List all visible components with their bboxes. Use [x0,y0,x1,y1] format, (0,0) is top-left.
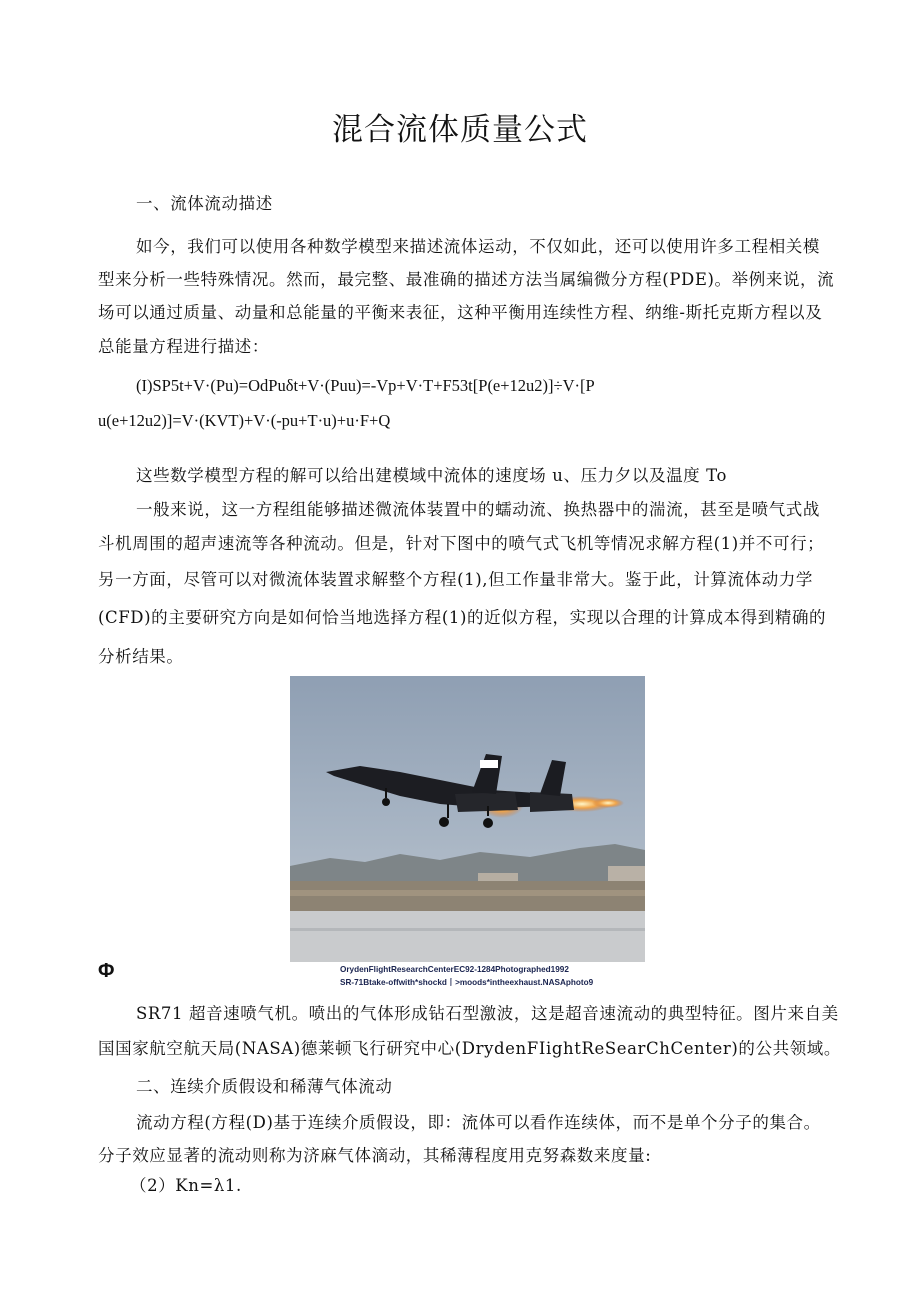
paragraph-3-line-1: 一般来说，这一方程组能够描述微流体装置中的蠕动流、换热器中的湍流，甚至是喷气式战 [136,500,820,519]
equation-1-line-1: (I)SP5t+V·(Pu)=OdPuδt+V·(Puu)=-Vp+V·T+F53t[P(e+12u2)]÷V·[P [136,376,595,395]
paragraph-3-line-4: (CFD)的主要研究方向是如何恰当地选择方程(1)的近似方程，实现以合理的计算成本得到精确的 [98,608,827,627]
paragraph-4-line-1: SR71 超音速喷气机。喷出的气体形成钻石型激波，这是超音速流动的典型特征。图片来自美 [136,1004,839,1023]
paragraph-5-line-2: 分子效应显著的流动则称为济麻气体滴动，其稀薄程度用克努森数来度量: [98,1146,652,1165]
paragraph-4-line-2: 国国家航空航天局(NASA)德莱顿飞行研究中心(DrydenFIightReSearChCenter)的公共领域。 [98,1039,842,1058]
paragraph-3-line-2: 斗机周围的超声速流等各种流动。但是，针对下图中的喷气式飞机等情况求解方程(1)并不可行； [98,534,825,553]
document-title: 混合流体质量公式 [332,112,588,148]
equation-2: （2）Kn=λ1. [130,1176,242,1195]
paragraph-5-line-1: 流动方程(方程(D)基于连续介质假设，即：流体可以看作连续体，而不是单个分子的集合。 [136,1113,821,1132]
section-heading-1: 一、流体流动描述 [136,194,273,213]
paragraph-1-line-1: 如今，我们可以使用各种数学模型来描述流体运动，不仅如此，还可以使用许多工程相关模 [136,237,820,256]
paragraph-1-line-3: 场可以通过质量、动量和总能量的平衡来表征，这种平衡用连续性方程、纳维-斯托克斯方程以及 [98,303,823,322]
paragraph-2: 这些数学模型方程的解可以给出建模域中流体的速度场 u、压力夕以及温度 To [136,466,727,485]
phi-symbol: Φ [98,960,115,982]
paragraph-1-line-4: 总能量方程进行描述： [98,337,269,356]
photo-caption-line-1: OrydenFlightResearchCenterEC92-1284Photographed1992 [340,965,569,974]
paragraph-3-line-5: 分析结果。 [98,647,184,666]
equation-1-line-2: u(e+12u2)]=V·(KVT)+V·(-pu+T·u)+u·F+Q [98,411,391,430]
paragraph-3-line-3: 另一方面，尽管可以对微流体装置求解整个方程(1),但工作量非常大。鉴于此，计算流体动力学 [98,570,814,589]
paragraph-1-line-2: 型来分析一些特殊情况。然而，最完整、最准确的描述方法当属编微分方程(PDE)。举例来说，流 [98,270,835,289]
photo-caption-line-2: SR-71Btake-offwith*shockd丨>moods*intheexhaust.NASAphoto9 [340,978,594,987]
section-heading-2: 二、连续介质假设和稀薄气体流动 [136,1077,393,1096]
sr71-jet-photo [290,676,645,962]
